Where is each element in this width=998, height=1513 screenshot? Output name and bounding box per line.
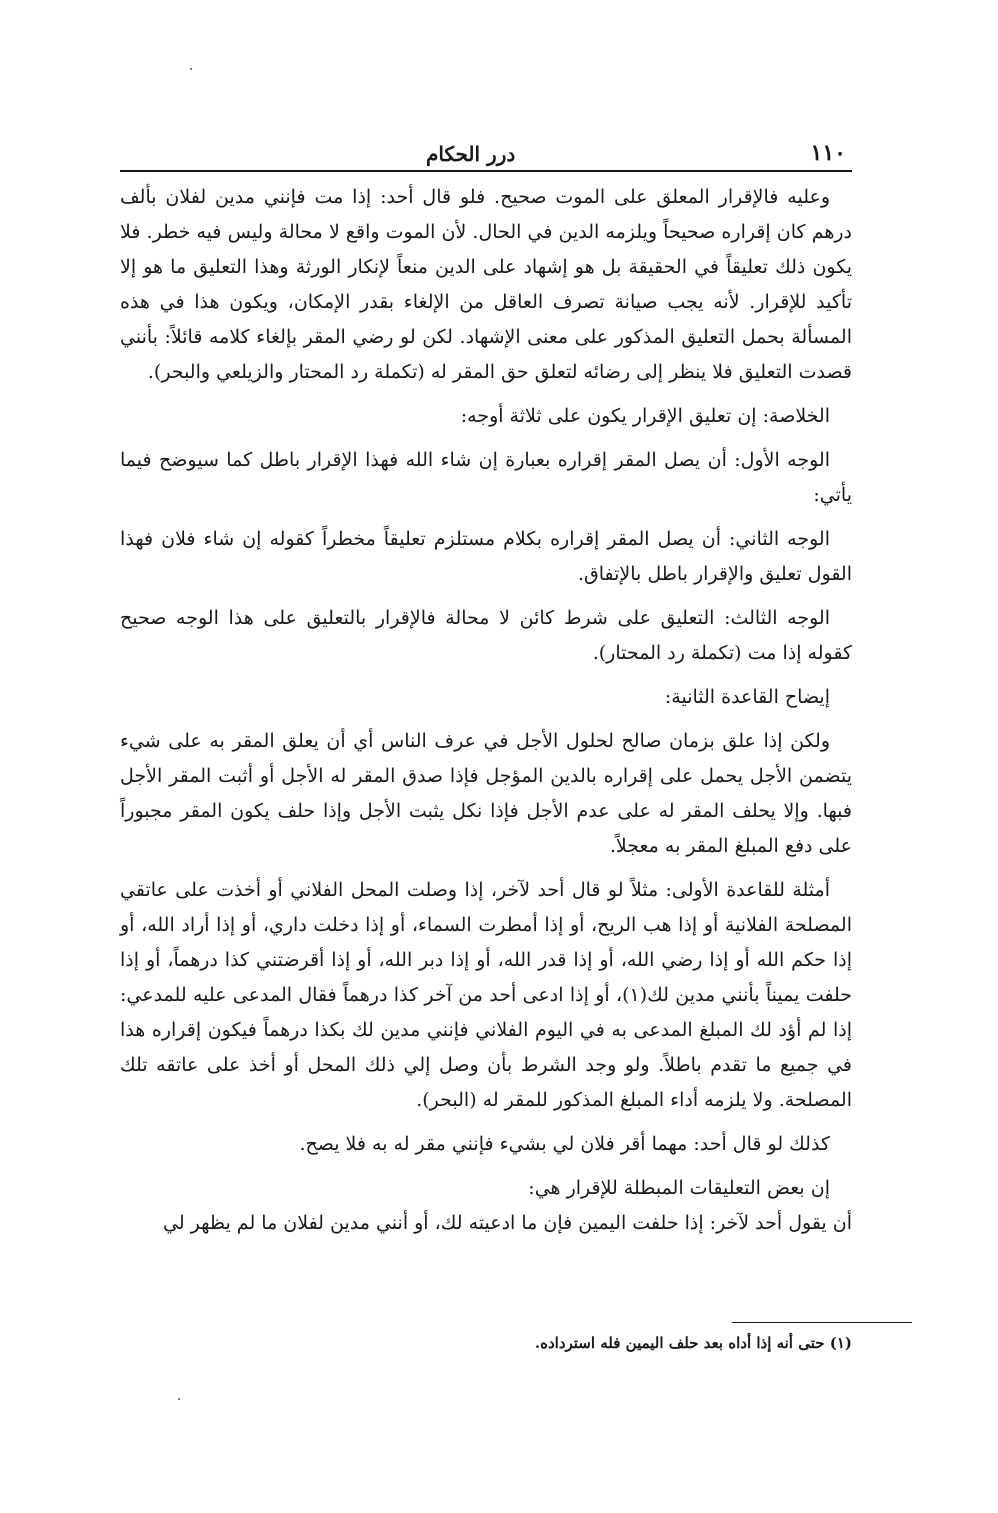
running-title: درر الحكام xyxy=(426,142,516,166)
scan-speck xyxy=(190,68,192,70)
paragraph: الوجه الثالث: التعليق على شرط كائن لا محالة فالإقرار بالتعليق على هذا الوجه صحيح كقوله إذا مت (تكملة رد المحتار). xyxy=(120,607,852,664)
paragraph: كذلك لو قال أحد: مهما أقر فلان لي بشيء فإنني مقر له به فلا يصح. xyxy=(299,1133,830,1155)
footnote-divider xyxy=(732,1322,912,1323)
paragraph: الوجه الثاني: أن يصل المقر إقراره بكلام مستلزم تعليقاً مخطراً كقوله إن شاء فلان فهذا القول تعليق والإقرار باطل بالإتفاق. xyxy=(120,528,852,585)
paragraph: ولكن إذا علق بزمان صالح لحلول الأجل في عرف الناس أي أن يعلق المقر به على شيء يتضمن الأجل يحمل على إقراره بالدين المؤجل فإذا صدق المقر له الأجل أو أثبت المقر الأجل فبها. وإلا يحلف المقر له على عدم الأجل فإذا نكل يثبت الأجل وإذا حلف يكون المقر مجبوراً على دفع المبلغ المقر به معجلاً. xyxy=(120,730,852,857)
paragraph: أمثلة للقاعدة الأولى: مثلاً لو قال أحد لآخر، إذا وصلت المحل الفلاني أو أخذت على عاتقي المصلحة الفلانية أو إذا هب الريح، أو إذا أمطرت السماء، أو إذا دخلت داري، أو إذا أراد الله، أو إذا حكم الله أو إذا رضي الله، أو إذا قدر الله، أو إذا دبر الله، أو إذا أقرضتني كذا درهماً، أو إذا حلفت يميناً بأنني مدين لك(١)، أو إذا ادعى أحد من آخر كذا درهماً فقال المدعى عليه للمدعي: إذا لم أؤد لك المبلغ المدعى به في اليوم الفلاني فإنني مدين لك بكذا درهماً فيكون إقراره هذا في جميع ما تقدم باطلاً. ولو وجد الشرط بأن وصل إلي ذلك المحل أو أخذ على عاتقه تلك المصلحة. ولا يلزمه أداء المبلغ المذكور للمقر له (البحر). xyxy=(120,879,852,1111)
paragraph: الخلاصة: إن تعليق الإقرار يكون على ثلاثة أوجه: xyxy=(460,405,830,427)
scan-speck xyxy=(178,1398,180,1400)
paragraph: الوجه الأول: أن يصل المقر إقراره بعبارة إن شاء الله فهذا الإقرار باطل كما سيوضح فيما يأتي: xyxy=(120,449,852,506)
paragraph: أن يقول أحد لآخر: إذا حلفت اليمين فإن ما ادعيته لك، أو أنني مدين لفلان ما لم يظهر لي xyxy=(162,1212,852,1234)
paragraph: وعليه فالإقرار المعلق على الموت صحيح. فلو قال أحد: إذا مت فإنني مدين لفلان بألف درهم كان إقراره صحيحاً ويلزمه الدين في الحال. لأن الموت واقع لا محالة وليس فيه خطر. فلا يكون ذلك تعليقاً في الحقيقة بل هو إشهاد على الدين منعاً لإنكار الورثة وهذا التعليق ما هو إلا تأكيد للإقرار. لأنه يجب صيانة تصرف العاقل من الإلغاء بقدر الإمكان، ويكون هذا في هذه المسألة بحمل التعليق المذكور على معنى الإشهاد. لكن لو رضي المقر بإلغاء كلامه قائلاً: بأنني قصدت التعليق فلا ينظر إلى رضائه لتعلق حق المقر له (تكملة رد المحتار والزيلعي والبحر). xyxy=(120,186,852,383)
section-heading: إن بعض التعليقات المبطلة للإقرار هي: xyxy=(528,1177,830,1199)
body-text xyxy=(120,180,852,1241)
footnote: (١) حتى أنه إذا أداه بعد حلف اليمين فله استرداده. xyxy=(534,1334,852,1352)
section-heading: إيضاح القاعدة الثانية: xyxy=(664,686,830,708)
page-header xyxy=(120,130,852,172)
book-page xyxy=(120,130,852,1241)
page-number: ١١٠ xyxy=(810,140,846,166)
